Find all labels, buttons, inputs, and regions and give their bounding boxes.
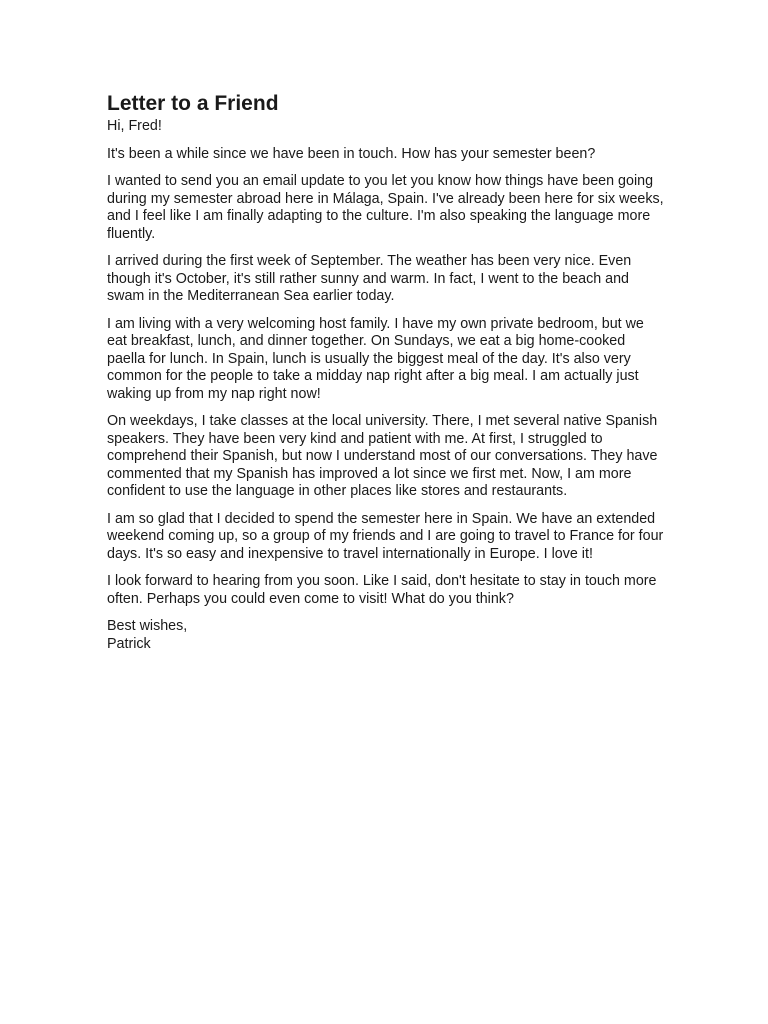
letter-paragraph: I am so glad that I decided to spend the semester here in Spain. We have an extended weekend coming up, so a group of my friends and I are going to travel to France for four days. It's so easy and inexpensive to travel internationally in Europe. I love it! (107, 510, 664, 562)
letter-paragraph: On weekdays, I take classes at the local university. There, I met several native Spanish speakers. They have been very kind and patient with me. At first, I struggled to comprehend their Spanish, but now I understand most of our conversations. They have commented that my Spanish has improved a lot since we first met. Now, I am more confident to use the language in other places like stores and restaurants. (107, 413, 658, 499)
letter-signature: Patrick (107, 635, 151, 652)
letter-page (107, 90, 667, 653)
letter-paragraph: It's been a while since we have been in touch. How has your semester been? (107, 145, 596, 162)
letter-greeting: Hi, Fred! (107, 118, 162, 134)
letter-paragraph: I look forward to hearing from you soon. Like I said, don't hesitate to stay in touch more often. Perhaps you could even come to visit! What do you think? (107, 573, 657, 607)
letter-paragraph: I wanted to send you an email update to you let you know how things have been going during my semester abroad here in Málaga, Spain. I've already been here for six weeks, and I feel like I am finally adapting to the culture. I'm also speaking the language more fluently. (107, 173, 664, 242)
letter-paragraph: I arrived during the first week of September. The weather has been very nice. Even though it's October, it's still rather sunny and warm. In fact, I went to the beach and swam in the Mediterranean Sea earlier today. (107, 253, 632, 304)
letter-signoff: Best wishes, (107, 618, 188, 634)
letter-paragraph: I am living with a very welcoming host family. I have my own private bedroom, but we eat breakfast, lunch, and dinner together. On Sundays, we eat a big home-cooked paella for lunch. In Spain, lunch is usually the biggest meal of the day. It's also very common for the people to take a midday nap right after a big meal. I am actually just waking up from my nap right now! (107, 315, 644, 402)
letter-title: Letter to a Friend (107, 92, 279, 115)
